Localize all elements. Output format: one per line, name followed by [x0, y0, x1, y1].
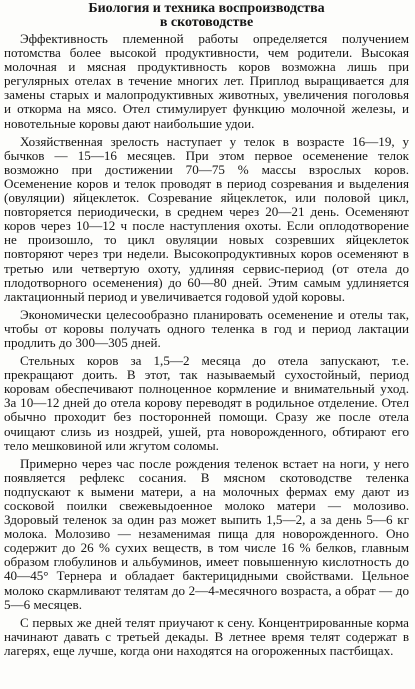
body-text [4, 32, 409, 658]
paragraph-feeding: С первых же дней телят приучают к сену. Концентрированные корма начинают давать с третьей декады. В летнее время телят содержат в лагерях, еще лучше, когда они находятся на огороженных пастбищах. [4, 614, 409, 658]
title-line-2: в скотоводстве [159, 15, 254, 30]
paragraph-maturity: Хозяйственная зрелость наступает у телок в возрасте 16—19, у бычков — 15—16 месяцев. При этом первое осеменение телок возможно при достижении 70—75 % массы взрослых коров. Осеменение коров и телок проводят в период созревания и выделения (овуляции) яйцеклеток. Созревание яйцеклеток, или половой цикл, повторяется периодически, в среднем через 20—21 день. Осеменяют коров через 10—12 ч после наступления охоты. Если оплодотворение не произошло, то цикл овуляции новых созревших яйцеклеток повторяют через три недели. Высокопродуктивных коров осеменяют в третью или четвертую охоту, удлиняя сервис-период (от отела до плодотворного осеменения) до 60—80 дней. Этим самым удлиняется лактационный период и увеличивается годовой удой коровы. [4, 133, 409, 304]
paragraph-intro: Эффективность племенной работы определяется получением потомства более высокой продуктивности, чем родители. Высокая молочная и мясная продуктивность коров возможна лишь при регулярных отелах в течение многих лет. Приплод выращивается для замены старых и малопродуктивных животных, увеличения поголовья и откорма на мясо. Отел стимулирует функцию молочной железы, и новотельные коровы дают наибольшие удои. [4, 31, 409, 131]
paragraph-dry-period: Стельных коров за 1,5—2 месяца до отела запускают, т.е. прекращают доить. В этот, так называемый сухостойный, период коровам обеспечивают полноценное кормление и внимательный уход. За 10—12 дней до отела корову переводят в родильное отделение. Отел обычно проходит без посторонней помощи. Сразу же после отела очищают слизь из ноздрей, ушей, рта новорожденного, обтирают его тело мешковиной или жгутом соломы. [4, 353, 409, 453]
paragraph-colostrum: Примерно через час после рождения теленок встает на ноги, у него появляется рефлекс сосания. В мясном скотоводстве теленка подпускают к вымени матери, а на молочных фермах ему дают из сосковой поилки свежевыдоенное молоко матери — молозиво. Здоровый теленок за один раз может выпить 1,5—2, а за день 5—6 кг молока. Молозиво — незаменимая пища для новорожденного. Оно содержит до 26 % сухих веществ, в том числе 16 % белков, главным образом глобулинов и альбуминов, имеет повышенную кислотность до 40—45° Тернера и обладает бактерицидными свойствами. Цельное молоко скармливают телятам до 2—4-месячного возраста, а обрат — до 5—6 месяцев. [4, 455, 409, 612]
paragraph-planning: Экономически целесообразно планировать осеменение и отелы так, чтобы от коровы получать одного теленка в год и период лактации продлить до 300—305 дней. [4, 306, 409, 350]
document-title [4, 2, 409, 30]
title-line-1: Биология и техника воспроизводства [88, 1, 325, 16]
